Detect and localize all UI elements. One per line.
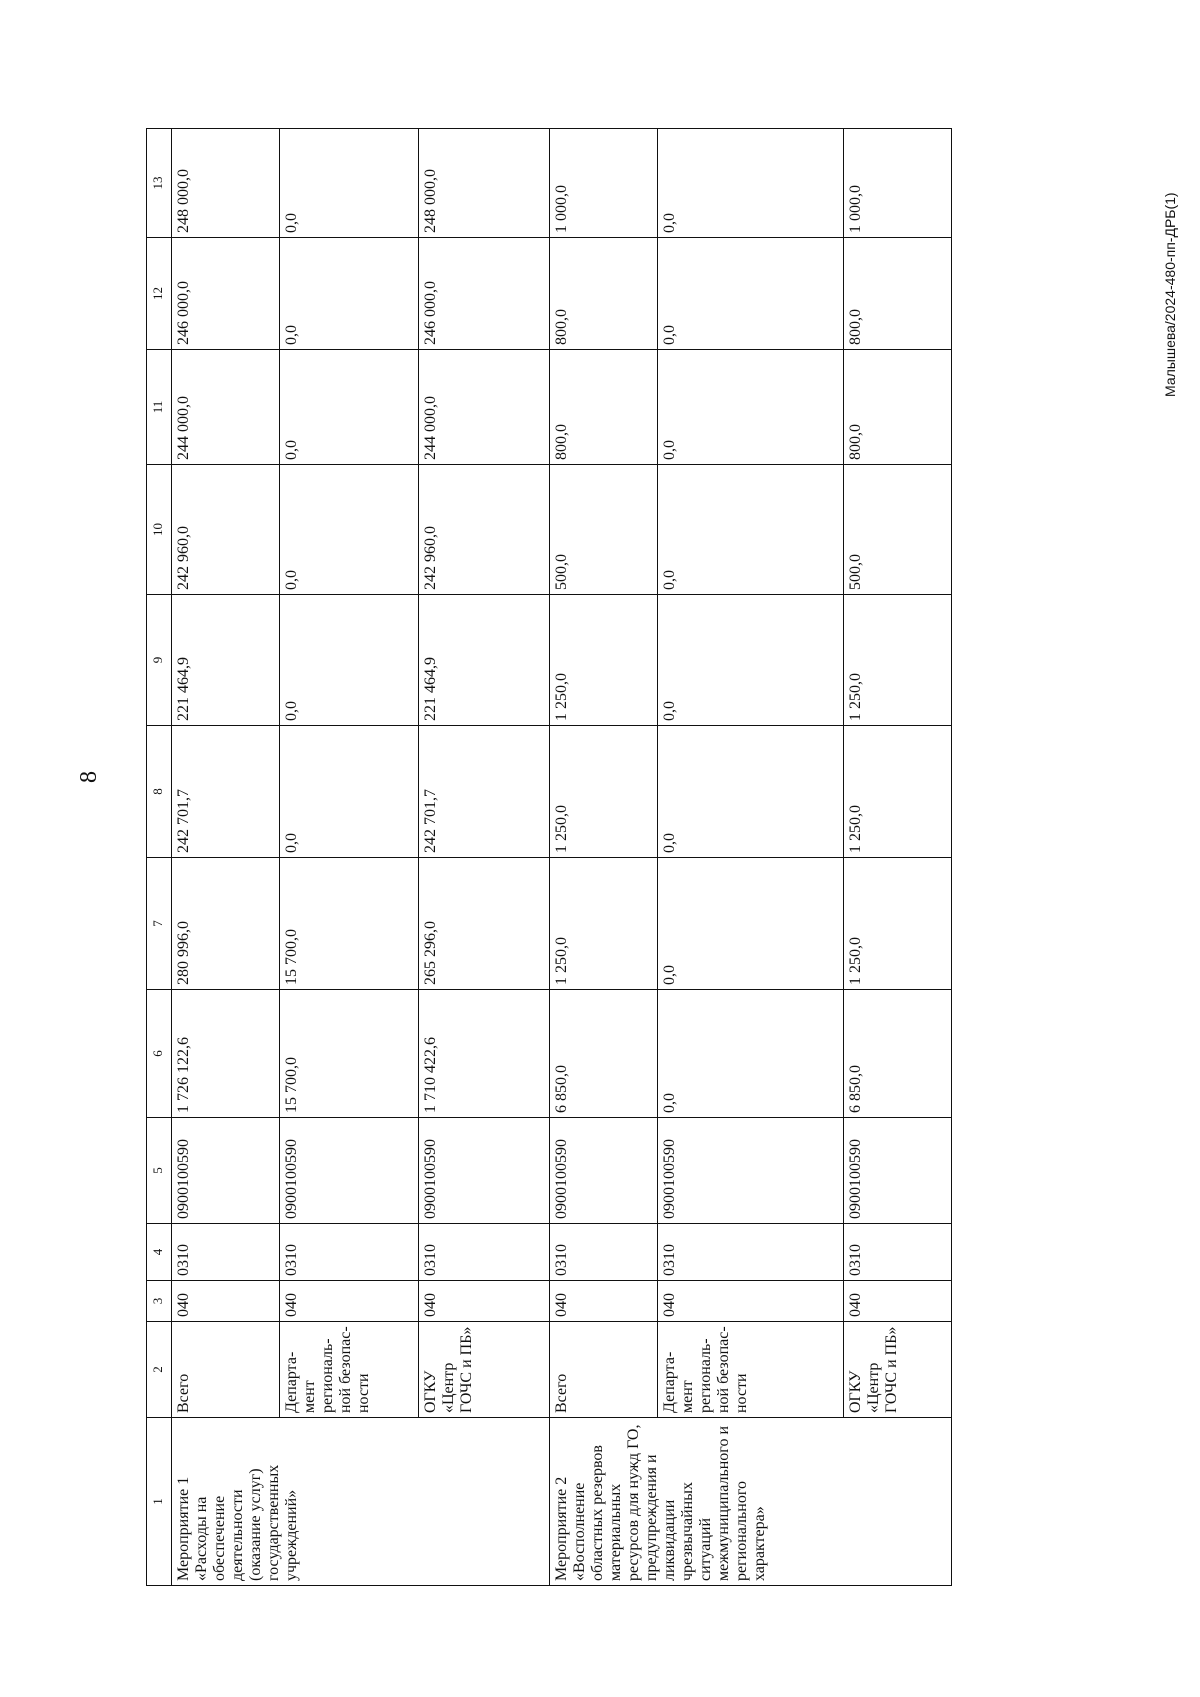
amount-cell: 0,0 bbox=[658, 595, 844, 726]
amount-cell: 248 000,0 bbox=[172, 129, 280, 238]
amount-cell: 6 850,0 bbox=[550, 990, 658, 1118]
amount-cell: 244 000,0 bbox=[419, 350, 550, 465]
section-code-cell: 0310 bbox=[172, 1224, 280, 1281]
target-article-cell: 0900100590 bbox=[550, 1118, 658, 1224]
table-row bbox=[658, 129, 844, 1586]
section-code-cell: 0310 bbox=[550, 1224, 658, 1281]
table-row bbox=[172, 129, 280, 1586]
col-header: 1 bbox=[147, 1418, 172, 1586]
executor-cell: Департа-мент региональ-ной безопас-ности bbox=[280, 1322, 419, 1418]
col-header: 13 bbox=[147, 129, 172, 238]
amount-cell: 1 250,0 bbox=[844, 595, 952, 726]
target-article-cell: 0900100590 bbox=[172, 1118, 280, 1224]
amount-cell: 1 726 122,6 bbox=[172, 990, 280, 1118]
amount-cell: 1 250,0 bbox=[550, 595, 658, 726]
amount-cell: 0,0 bbox=[280, 726, 419, 858]
grbs-code-cell: 040 bbox=[419, 1281, 550, 1322]
col-header: 2 bbox=[147, 1322, 172, 1418]
amount-cell: 0,0 bbox=[280, 595, 419, 726]
amount-cell: 0,0 bbox=[280, 465, 419, 595]
col-header: 6 bbox=[147, 990, 172, 1118]
amount-cell: 800,0 bbox=[844, 238, 952, 350]
table-row bbox=[550, 129, 658, 1586]
amount-cell: 15 700,0 bbox=[280, 990, 419, 1118]
col-header: 9 bbox=[147, 595, 172, 726]
grbs-code-cell: 040 bbox=[550, 1281, 658, 1322]
target-article-cell: 0900100590 bbox=[280, 1118, 419, 1224]
amount-cell: 0,0 bbox=[280, 238, 419, 350]
grbs-code-cell: 040 bbox=[280, 1281, 419, 1322]
amount-cell: 0,0 bbox=[658, 238, 844, 350]
header-row bbox=[147, 129, 172, 1586]
amount-cell: 265 296,0 bbox=[419, 858, 550, 990]
col-header: 4 bbox=[147, 1224, 172, 1281]
amount-cell: 248 000,0 bbox=[419, 129, 550, 238]
section-code-cell: 0310 bbox=[844, 1224, 952, 1281]
amount-cell: 800,0 bbox=[550, 238, 658, 350]
amount-cell: 221 464,9 bbox=[419, 595, 550, 726]
col-header: 11 bbox=[147, 350, 172, 465]
grbs-code-cell: 040 bbox=[172, 1281, 280, 1322]
amount-cell: 0,0 bbox=[280, 129, 419, 238]
amount-cell: 500,0 bbox=[550, 465, 658, 595]
amount-cell: 0,0 bbox=[658, 129, 844, 238]
section-code-cell: 0310 bbox=[280, 1224, 419, 1281]
measure-name-cell: Мероприятие 1 «Расходы на обеспечение деятельности (оказание услуг) государственных учреждений» bbox=[172, 1418, 550, 1586]
amount-cell: 246 000,0 bbox=[419, 238, 550, 350]
table-row bbox=[844, 129, 952, 1586]
amount-cell: 246 000,0 bbox=[172, 238, 280, 350]
section-code-cell: 0310 bbox=[658, 1224, 844, 1281]
executor-cell: Департа-мент региональ-ной безопас-ности bbox=[658, 1322, 844, 1418]
amount-cell: 1 250,0 bbox=[844, 858, 952, 990]
col-header: 8 bbox=[147, 726, 172, 858]
document-code: Малышева/2024-480-пп-ДРБ(1) bbox=[1162, 192, 1178, 397]
amount-cell: 1 250,0 bbox=[550, 858, 658, 990]
col-header: 10 bbox=[147, 465, 172, 595]
amount-cell: 1 250,0 bbox=[550, 726, 658, 858]
executor-cell: Всего bbox=[550, 1322, 658, 1418]
target-article-cell: 0900100590 bbox=[419, 1118, 550, 1224]
amount-cell: 0,0 bbox=[658, 350, 844, 465]
col-header: 12 bbox=[147, 238, 172, 350]
col-header: 7 bbox=[147, 858, 172, 990]
target-article-cell: 0900100590 bbox=[844, 1118, 952, 1224]
amount-cell: 1 000,0 bbox=[550, 129, 658, 238]
amount-cell: 0,0 bbox=[658, 990, 844, 1118]
grbs-code-cell: 040 bbox=[844, 1281, 952, 1322]
section-code-cell: 0310 bbox=[419, 1224, 550, 1281]
amount-cell: 280 996,0 bbox=[172, 858, 280, 990]
amount-cell: 1 710 422,6 bbox=[419, 990, 550, 1118]
amount-cell: 500,0 bbox=[844, 465, 952, 595]
amount-cell: 800,0 bbox=[550, 350, 658, 465]
amount-cell: 0,0 bbox=[658, 465, 844, 595]
amount-cell: 1 000,0 bbox=[844, 129, 952, 238]
executor-cell: Всего bbox=[172, 1322, 280, 1418]
budget-table bbox=[146, 128, 952, 1586]
col-header: 5 bbox=[147, 1118, 172, 1224]
amount-cell: 15 700,0 bbox=[280, 858, 419, 990]
col-header: 3 bbox=[147, 1281, 172, 1322]
amount-cell: 242 701,7 bbox=[419, 726, 550, 858]
amount-cell: 242 701,7 bbox=[172, 726, 280, 858]
amount-cell: 800,0 bbox=[844, 350, 952, 465]
table-row bbox=[419, 129, 550, 1586]
measure-name-cell: Мероприятие 2 «Восполнение областных резервов материальных ресурсов для нужд ГО, предупреждения и ликвидации чрезвычайных ситуаций межмуниципального и регионального характера» bbox=[550, 1418, 952, 1586]
amount-cell: 0,0 bbox=[658, 726, 844, 858]
executor-cell: ОГКУ «Центр ГОЧС и ПБ» bbox=[419, 1322, 550, 1418]
grbs-code-cell: 040 bbox=[658, 1281, 844, 1322]
executor-cell: ОГКУ «Центр ГОЧС и ПБ» bbox=[844, 1322, 952, 1418]
amount-cell: 6 850,0 bbox=[844, 990, 952, 1118]
amount-cell: 242 960,0 bbox=[172, 465, 280, 595]
target-article-cell: 0900100590 bbox=[658, 1118, 844, 1224]
amount-cell: 221 464,9 bbox=[172, 595, 280, 726]
table-row bbox=[280, 129, 419, 1586]
amount-cell: 244 000,0 bbox=[172, 350, 280, 465]
amount-cell: 0,0 bbox=[280, 350, 419, 465]
page-number: 8 bbox=[76, 771, 102, 783]
amount-cell: 242 960,0 bbox=[419, 465, 550, 595]
amount-cell: 0,0 bbox=[658, 858, 844, 990]
amount-cell: 1 250,0 bbox=[844, 726, 952, 858]
